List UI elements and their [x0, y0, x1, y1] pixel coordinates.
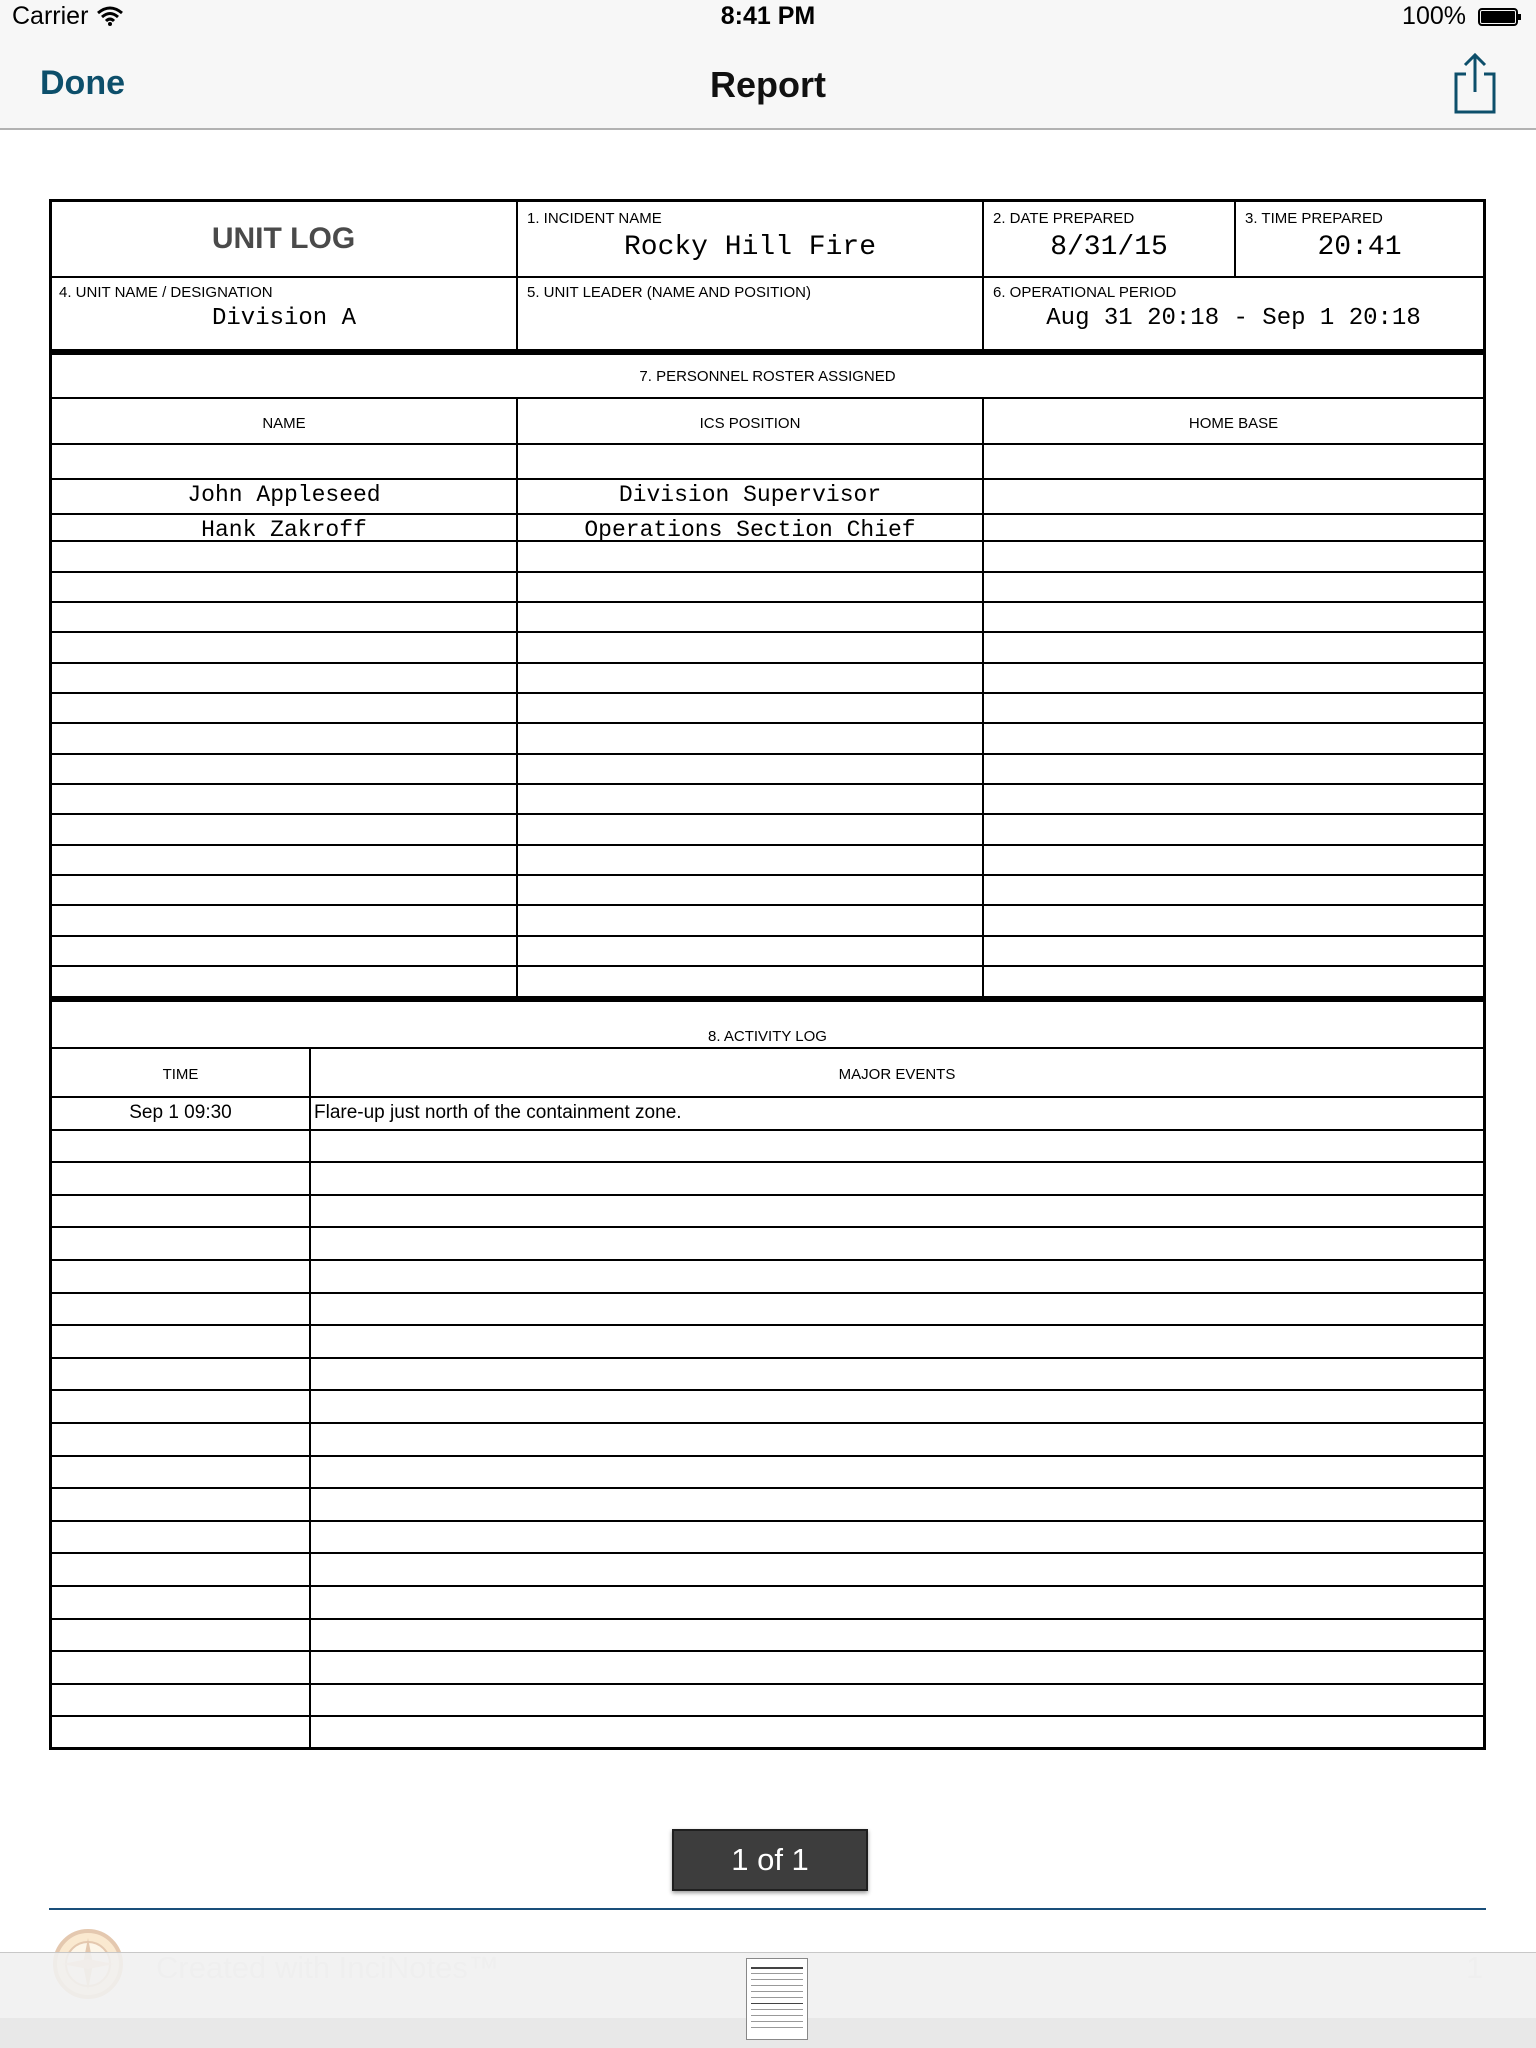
activity-row-line — [52, 1357, 1483, 1359]
form-divider-thick — [52, 996, 1483, 1002]
form-line — [52, 1047, 1483, 1049]
roster-column-line — [982, 397, 984, 996]
roster-cell-position: Operations Section Chief — [584, 517, 916, 543]
activity-row-line — [52, 1389, 1483, 1391]
unit-log-title: UNIT LOG — [211, 222, 356, 255]
page-thumbnail[interactable] — [746, 1958, 808, 2040]
time-prepared-label: 3. TIME PREPARED — [1245, 210, 1383, 227]
roster-row-line — [52, 874, 1483, 876]
nav-bar — [0, 30, 1536, 130]
activity-row-line — [52, 1715, 1483, 1717]
roster-row-line — [52, 722, 1483, 724]
roster-cell-name: John Appleseed — [187, 482, 381, 508]
unit-name-value: Division A — [211, 305, 357, 332]
roster-label: 7. PERSONNEL ROSTER ASSIGNED — [639, 368, 896, 385]
activity-event: Flare-up just north of the containment zone. — [314, 1102, 682, 1123]
operational-period-value: Aug 31 20:18 - Sep 1 20:18 — [1046, 305, 1421, 332]
form-line — [52, 276, 1483, 278]
battery-percent: 100% — [1402, 2, 1466, 30]
activity-header-time: TIME — [162, 1066, 199, 1083]
activity-time: Sep 1 09:30 — [129, 1102, 232, 1123]
battery-icon — [1478, 8, 1522, 26]
date-prepared-value: 8/31/15 — [1050, 232, 1168, 263]
unit-name-label: 4. UNIT NAME / DESIGNATION — [59, 284, 273, 301]
roster-row-line — [52, 513, 1483, 515]
activity-row-line — [52, 1487, 1483, 1489]
activity-row-line — [52, 1292, 1483, 1294]
unit-leader-label: 5. UNIT LEADER (NAME AND POSITION) — [527, 284, 811, 301]
activity-row-line — [52, 1455, 1483, 1457]
activity-row-line — [52, 1226, 1483, 1228]
roster-header-position: ICS POSITION — [699, 415, 801, 432]
roster-row-line — [52, 443, 1483, 445]
roster-header-name: NAME — [262, 415, 306, 432]
activity-header-events: MAJOR EVENTS — [838, 1066, 956, 1083]
done-button[interactable]: Done — [40, 64, 125, 102]
unit-log-form — [49, 199, 1486, 1750]
roster-row-line — [52, 783, 1483, 785]
roster-cell-name: Hank Zakroff — [201, 517, 367, 543]
roster-row-line — [52, 844, 1483, 846]
activity-row-line — [52, 1683, 1483, 1685]
share-icon[interactable] — [1452, 52, 1498, 114]
operational-period-label: 6. OPERATIONAL PERIOD — [993, 284, 1177, 301]
form-line — [52, 397, 1483, 399]
roster-row-line — [52, 631, 1483, 633]
roster-row-line — [52, 935, 1483, 937]
roster-row-line — [52, 904, 1483, 906]
roster-row-line — [52, 753, 1483, 755]
activity-row-line — [52, 1585, 1483, 1587]
roster-row-line — [52, 571, 1483, 573]
activity-row-line — [52, 1520, 1483, 1522]
roster-row-line — [52, 662, 1483, 664]
roster-row-line — [52, 478, 1483, 480]
form-line — [516, 202, 518, 349]
roster-row-line — [52, 692, 1483, 694]
incident-name-label: 1. INCIDENT NAME — [527, 210, 662, 227]
activity-row-line — [52, 1650, 1483, 1652]
activity-row-line — [52, 1422, 1483, 1424]
time-prepared-value: 20:41 — [1317, 232, 1402, 263]
footer-rule — [49, 1908, 1486, 1910]
form-divider-thick — [52, 349, 1483, 355]
date-prepared-label: 2. DATE PREPARED — [993, 210, 1135, 227]
roster-row-line — [52, 813, 1483, 815]
page-title: Report — [710, 64, 826, 105]
activity-row-line — [52, 1129, 1483, 1131]
activity-column-line — [309, 1047, 311, 1747]
page-indicator: 1 of 1 — [672, 1829, 868, 1891]
activity-row-line — [52, 1259, 1483, 1261]
clock: 8:41 PM — [720, 2, 816, 30]
incident-name-value: Rocky Hill Fire — [623, 232, 877, 263]
activity-label: 8. ACTIVITY LOG — [708, 1028, 827, 1045]
activity-row-line — [52, 1096, 1483, 1098]
roster-row-line — [52, 601, 1483, 603]
activity-row-line — [52, 1552, 1483, 1554]
roster-row-line — [52, 965, 1483, 967]
carrier-label: Carrier — [12, 2, 89, 30]
activity-row-line — [52, 1618, 1483, 1620]
activity-row-line — [52, 1161, 1483, 1163]
status-bar — [0, 0, 1536, 30]
roster-cell-position: Division Supervisor — [618, 482, 882, 508]
roster-header-home-base: HOME BASE — [1188, 415, 1279, 432]
activity-row-line — [52, 1324, 1483, 1326]
activity-row-line — [52, 1194, 1483, 1196]
